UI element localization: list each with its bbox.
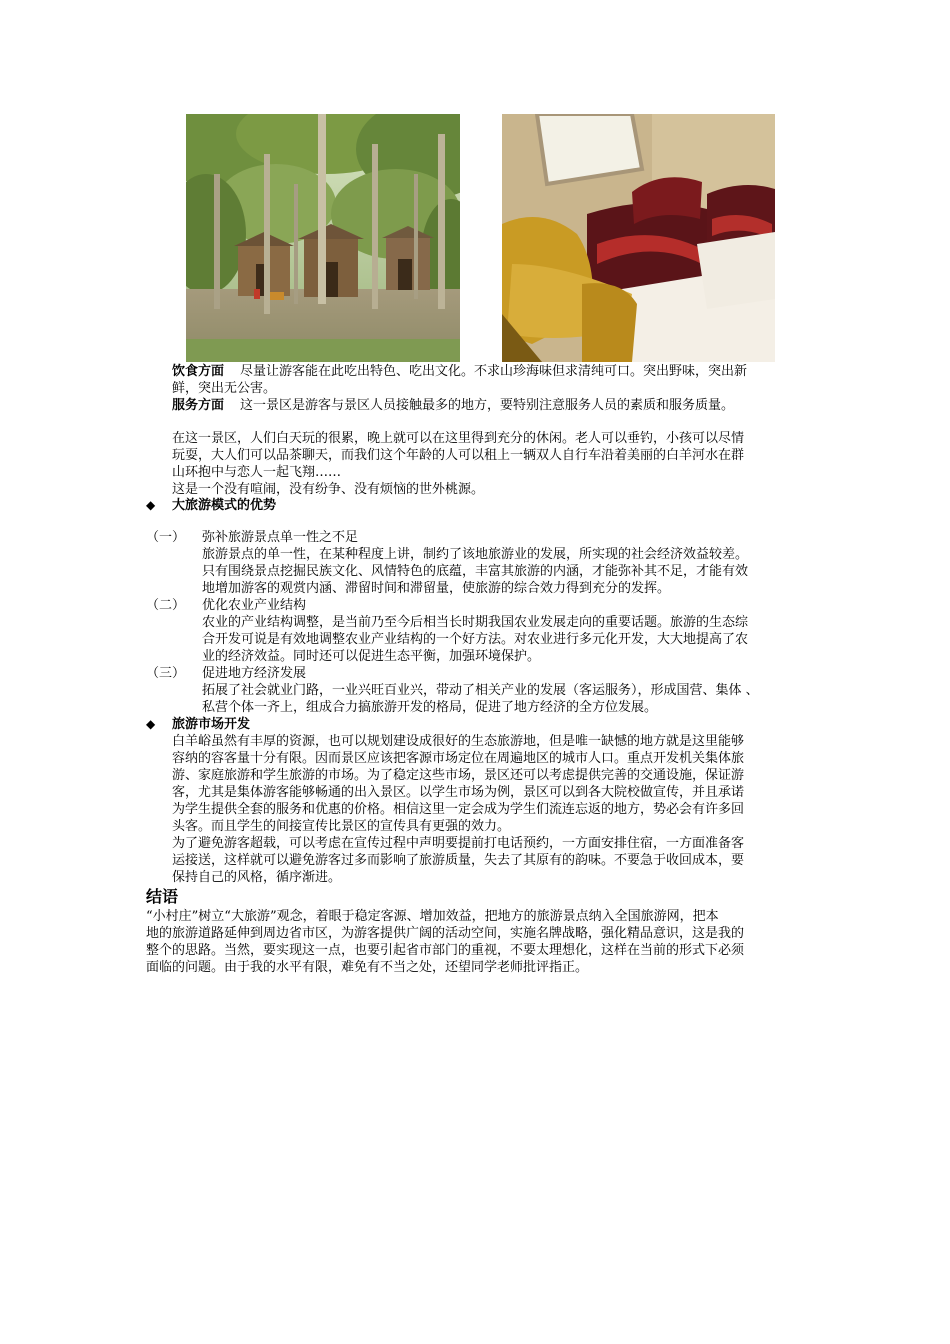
leisure-line-1: 在这一景区，人们白天玩的很累，晚上就可以在这里得到充分的休闲。老人可以垂钓，小孩可以尽情 (172, 431, 745, 446)
advantage-3-number: （三） (146, 666, 186, 681)
market-line-1: 白羊峪虽然有丰厚的资源，也可以规划建设成很好的生态旅游地，但是唯一缺憾的地方就是这里能够 (172, 734, 745, 749)
advantage-1-title: 弥补旅游景点单一性之不足 (202, 530, 359, 545)
advantage-2-line-1: 农业的产业结构调整，是当前乃至今后相当长时期我国农业发展走向的重要话题。旅游的生态综 (202, 615, 749, 630)
advantages-heading: 大旅游模式的优势 (172, 498, 277, 513)
food-label: 饮食方面 (172, 364, 225, 379)
market-line-6: 头客。而且学生的间接宣传比景区的宣传具有更强的效力。 (172, 819, 511, 834)
market-line-3: 游、家庭旅游和学生旅游的市场。为了稳定这些市场，景区还可以考虑提供完善的交通设施，保证游 (172, 768, 745, 783)
advantage-2-line-3: 业的经济效益。同时还可以促进生态平衡，加强环境保护。 (202, 649, 541, 664)
advantage-1-line-1: 旅游景点的单一性，在某种程度上讲，制约了该地旅游业的发展，所实现的社会经济效益较差。 (202, 547, 749, 562)
service-text: 这一景区是游客与景区人员接触最多的地方，要特别注意服务人员的素质和服务质量。 (240, 398, 735, 413)
service-label: 服务方面 (172, 398, 225, 413)
market-line-8: 运接送，这样就可以避免游客过多而影响了旅游质量，失去了其原有的韵味。不要急于收回成本，要 (172, 853, 745, 868)
market-heading: 旅游市场开发 (172, 717, 251, 732)
advantage-1-line-2: 只有围绕景点挖掘民族文化、风情特色的底蕴，丰富其旅游的内涵，才能弥补其不足，才能有效 (202, 564, 749, 579)
conclusion-line-4: 面临的问题。由于我的水平有限，难免有不当之处，还望同学老师批评指正。 (146, 960, 589, 975)
service-paragraph (172, 397, 734, 414)
advantage-2-line-2: 合开发可说是有效地调整农业产业结构的一个好方法。对农业进行多元化开发，大大地提高了农 (202, 632, 749, 647)
advantages-bullet-icon: ◆ (146, 498, 156, 512)
market-line-7: 为了避免游客超载，可以考虑在宣传过程中声明要提前打电话预约，一方面安排住宿，一方面准备客 (172, 836, 745, 851)
market-line-5: 为学生提供全套的服务和优惠的价格。相信这里一定会成为学生们流连忘返的地方，势必会有许多回 (172, 802, 745, 817)
conclusion-line-3: 整个的思路。当然，要实现这一点，也要引起省市部门的重视，不要太理想化，这样在当前的形式下必须 (146, 943, 745, 958)
market-bullet-icon: ◆ (146, 717, 156, 731)
leisure-line-3: 山环抱中与恋人一起飞翔…… (172, 465, 342, 480)
advantage-3-line-1: 拓展了社会就业门路，一业兴旺百业兴，带动了相关产业的发展（客运服务），形成国营、集体 、 (202, 683, 759, 698)
conclusion-heading: 结语 (146, 887, 179, 906)
guest-room-photo (502, 114, 775, 362)
advantage-2-number: （二） (146, 598, 186, 613)
advantage-2-title: 优化农业产业结构 (202, 598, 307, 613)
food-text-1: 尽量让游客能在此吃出特色、吃出文化。不求山珍海味但求清纯可口。突出野味，突出新 (240, 364, 748, 379)
food-paragraph-line-1 (172, 363, 747, 380)
advantage-3-line-2: 私营个体一齐上，组成合力搞旅游开发的格局，促进了地方经济的全方位发展。 (202, 700, 658, 715)
conclusion-line-2: 地的旅游道路延伸到周边省市区，为游客提供广阔的活动空间，实施名牌战略，强化精品意识，这是我的 (146, 926, 745, 941)
advantage-3-title: 促进地方经济发展 (202, 666, 307, 681)
market-line-4: 客，尤其是集体游客能够畅通的出入景区。以学生市场为例，景区可以到各大院校做宣传，并且承诺 (172, 785, 745, 800)
forest-cabins-photo (186, 114, 460, 362)
advantage-1-number: （一） (146, 530, 186, 545)
leisure-line-4: 这是一个没有喧闹，没有纷争、没有烦恼的世外桃源。 (172, 482, 485, 497)
food-paragraph-line-2: 鲜，突出无公害。 (172, 381, 277, 396)
market-line-9: 保持自己的风格，循序渐进。 (172, 870, 342, 885)
market-line-2: 容纳的容客量十分有限。因而景区应该把客源市场定位在周遍地区的城市人口。重点开发机关集体旅 (172, 751, 745, 766)
conclusion-line-1: “小村庄”树立“大旅游”观念，着眼于稳定客源、增加效益，把地方的旅游景点纳入全国旅游网，把本 (146, 909, 719, 924)
advantage-1-line-3: 地增加游客的观赏内涵、滞留时间和滞留量，使旅游的综合效力得到充分的发挥。 (202, 581, 671, 596)
leisure-line-2: 玩耍，大人们可以品茶聊天，而我们这个年龄的人可以租上一辆双人自行车沿着美丽的白羊河水在群 (172, 448, 745, 463)
